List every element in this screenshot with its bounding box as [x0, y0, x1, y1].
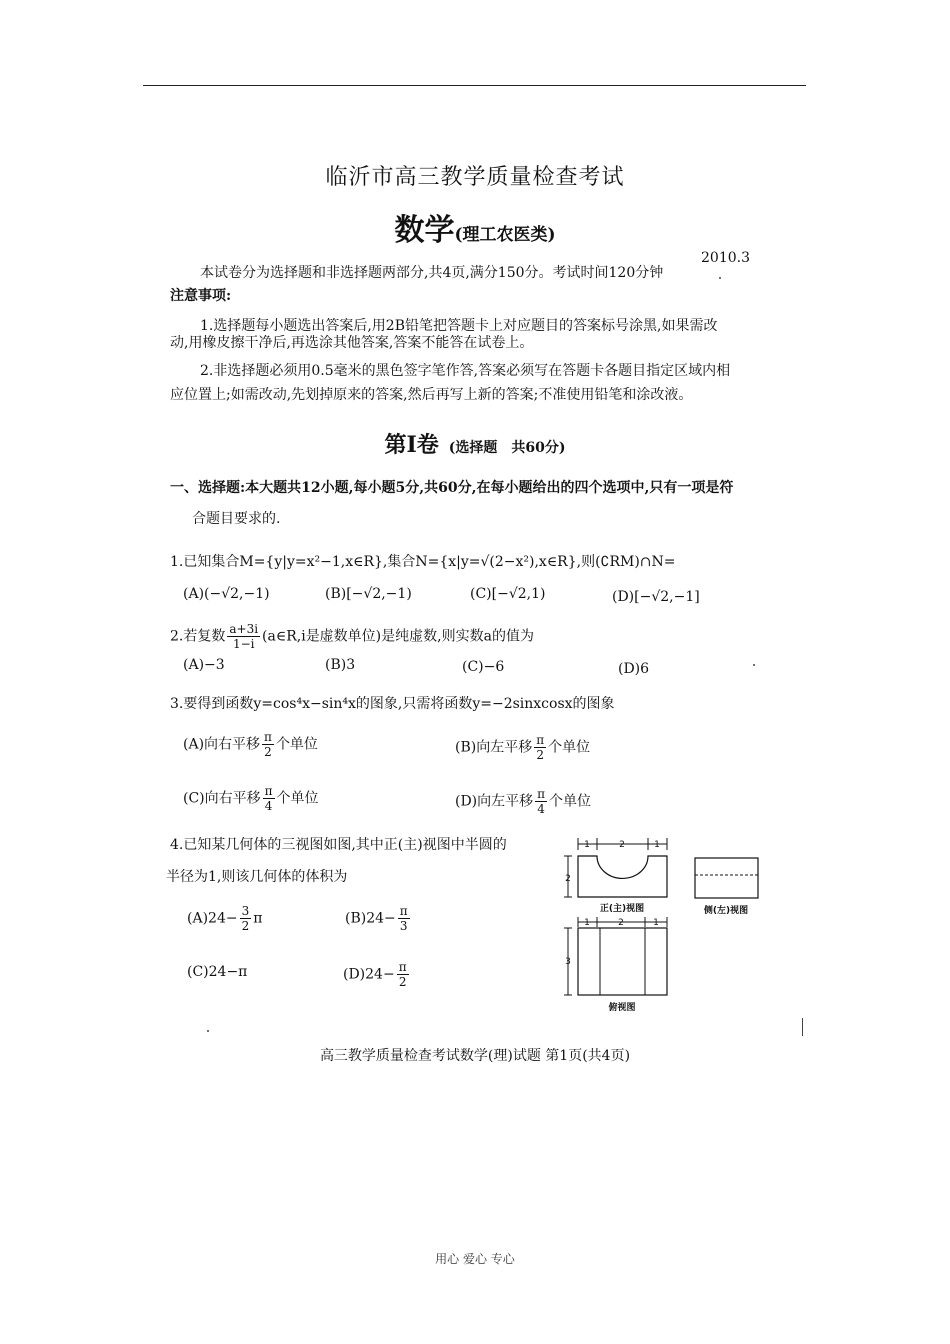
option-b-suffix: 个单位	[548, 739, 591, 756]
option-d-suffix: 个单位	[549, 793, 592, 810]
option-a-prefix: (A)向右平移	[183, 736, 261, 753]
question-2-fraction	[227, 622, 260, 651]
question-3-option-b	[455, 733, 590, 762]
question-3-option-c	[183, 784, 319, 813]
dim-label-2: 2	[619, 840, 625, 850]
notice-item-1-line-2: 动,用橡皮擦干净后,再选涂其他答案,答案不能答在试卷上。	[170, 335, 534, 351]
notice-heading: 注意事项:	[170, 288, 232, 304]
option-c-numerator: π	[264, 784, 273, 798]
question-1-option-a: (A)(−√2,−1)	[183, 586, 270, 602]
question-2-suffix: (a∈R,i是虚数单位)是纯虚数,则实数a的值为	[262, 628, 534, 645]
section-note: (选择题 共60分)	[448, 440, 566, 456]
option-a-suffix: 个单位	[275, 736, 318, 753]
top-view-rect	[578, 928, 667, 995]
subject-name: 数学	[394, 213, 455, 248]
intro-line: 本试卷分为选择题和非选择题两部分,共4页,满分150分。考试时间120分钟	[200, 265, 664, 281]
top-dim-label-1-right: 1	[653, 918, 659, 928]
question-2-option-a: (A)−3	[183, 657, 225, 673]
exam-date: 2010.3	[701, 250, 750, 266]
q4-b-numerator: π	[399, 904, 408, 918]
dim-label-1-right: 1	[654, 840, 660, 850]
three-view-figure	[560, 830, 770, 1020]
bottom-slogan: 用心 爱心 专心	[435, 1252, 515, 1266]
exam-subject	[0, 205, 950, 249]
option-c-suffix: 个单位	[276, 790, 319, 807]
question-1-option-d: (D)[−√2,−1]	[612, 589, 700, 605]
question-4-option-b	[345, 904, 412, 933]
question-4-line-1: 4.已知某几何体的三视图如图,其中正(主)视图中半圆的	[170, 837, 507, 853]
question-2-text	[170, 622, 534, 651]
scan-mark	[802, 1018, 803, 1036]
notice-item-2-line-1: 2.非选择题必须用0.5毫米的黑色签字笔作答,答案必须写在答题卡各题目指定区域内相	[200, 363, 731, 379]
front-view-label: 正(主)视图	[599, 904, 645, 914]
scan-speck	[207, 1030, 209, 1032]
top-dim-label-2: 2	[618, 918, 624, 928]
option-b-prefix: (B)向左平移	[455, 739, 533, 756]
question-1-option-b: (B)[−√2,−1)	[325, 586, 412, 602]
question-2-option-b: (B)3	[325, 657, 356, 673]
question-2-numerator: a+3i	[229, 622, 259, 636]
option-d-numerator: π	[537, 787, 546, 801]
side-view-label: 侧(左)视图	[703, 906, 749, 916]
option-c-denominator: 4	[264, 799, 273, 813]
option-b-denominator: 2	[536, 748, 544, 762]
q4-a-numerator: 3	[241, 904, 250, 918]
question-1-option-c: (C)[−√2,1)	[470, 586, 546, 602]
question-4-line-2: 半径为1,则该几何体的体积为	[166, 869, 348, 885]
top-rule	[143, 85, 806, 86]
front-height-label: 2	[565, 874, 571, 884]
subject-note: (理工农医类)	[454, 225, 556, 245]
notice-item-2-line-2: 应位置上;如需改动,先划掉原来的答案,然后再写上新的答案;不准使用铅笔和涂改液。	[170, 387, 693, 403]
q4-a-prefix: (A)24−	[187, 910, 238, 927]
question-3-option-d	[455, 787, 591, 816]
question-2-prefix: 2.若复数	[170, 628, 226, 645]
top-height-label: 3	[565, 957, 571, 967]
option-a-denominator: 2	[264, 745, 272, 759]
question-3-option-a	[183, 730, 318, 759]
exam-title: 临沂市高三教学质量检查考试	[325, 165, 625, 190]
question-2-option-c: (C)−6	[462, 659, 505, 675]
q4-a-denominator: 2	[241, 919, 250, 933]
front-view-shape	[578, 856, 667, 897]
question-3-text: 3.要得到函数y=cos⁴x−sin⁴x的图象,只需将函数y=−2sinxcosx的图象	[170, 696, 615, 712]
notice-item-1-line-1: 1.选择题每小题选出答案后,用2B铅笔把答题卡上对应题目的答案标号涂黑,如果需改	[200, 318, 718, 334]
top-dim-label-1-left: 1	[584, 918, 590, 928]
scan-speck	[753, 664, 755, 666]
side-view-rect	[695, 858, 758, 898]
section-instruction-line-2: 合题目要求的.	[192, 511, 281, 527]
question-4-option-a	[187, 904, 262, 933]
q4-b-denominator: 3	[399, 919, 408, 933]
q4-d-prefix: (D)24−	[343, 966, 395, 983]
q4-a-fraction	[240, 904, 252, 933]
option-d-fraction	[535, 787, 547, 816]
option-c-prefix: (C)向右平移	[183, 790, 261, 807]
option-a-numerator: π	[264, 730, 272, 744]
option-b-fraction	[534, 733, 546, 762]
q4-a-suffix: π	[253, 910, 263, 927]
option-d-denominator: 4	[537, 802, 545, 816]
option-b-numerator: π	[536, 733, 545, 747]
q4-d-denominator: 2	[398, 975, 407, 989]
page-footer: 高三教学质量检查考试数学(理)试题 第1页(共4页)	[319, 1048, 631, 1064]
q4-b-fraction	[398, 904, 410, 933]
q4-d-fraction	[397, 960, 409, 989]
question-4-option-d	[343, 960, 411, 989]
option-d-prefix: (D)向左平移	[455, 793, 534, 810]
q4-b-prefix: (B)24−	[345, 910, 396, 927]
section-title: 第Ⅰ卷	[384, 432, 439, 458]
top-view-label: 俯视图	[608, 1003, 636, 1013]
q4-d-numerator: π	[398, 960, 407, 974]
question-2-option-d: (D)6	[618, 661, 650, 677]
option-c-fraction	[263, 784, 275, 813]
option-a-fraction	[262, 730, 274, 759]
question-2-denominator: 1−i	[232, 637, 255, 651]
scan-speck	[719, 277, 721, 279]
question-4-option-c: (C)24−π	[187, 964, 248, 980]
dim-label-1-left: 1	[584, 840, 590, 850]
section-heading	[0, 428, 950, 459]
section-instruction-line-1: 一、选择题:本大题共12小题,每小题5分,共60分,在每小题给出的四个选项中,只有一项是符	[170, 480, 734, 496]
question-1-text: 1.已知集合M={y|y=x²−1,x∈R},集合N={x|y=√(2−x²),x∈R},则(∁RM)∩N=	[170, 554, 676, 570]
